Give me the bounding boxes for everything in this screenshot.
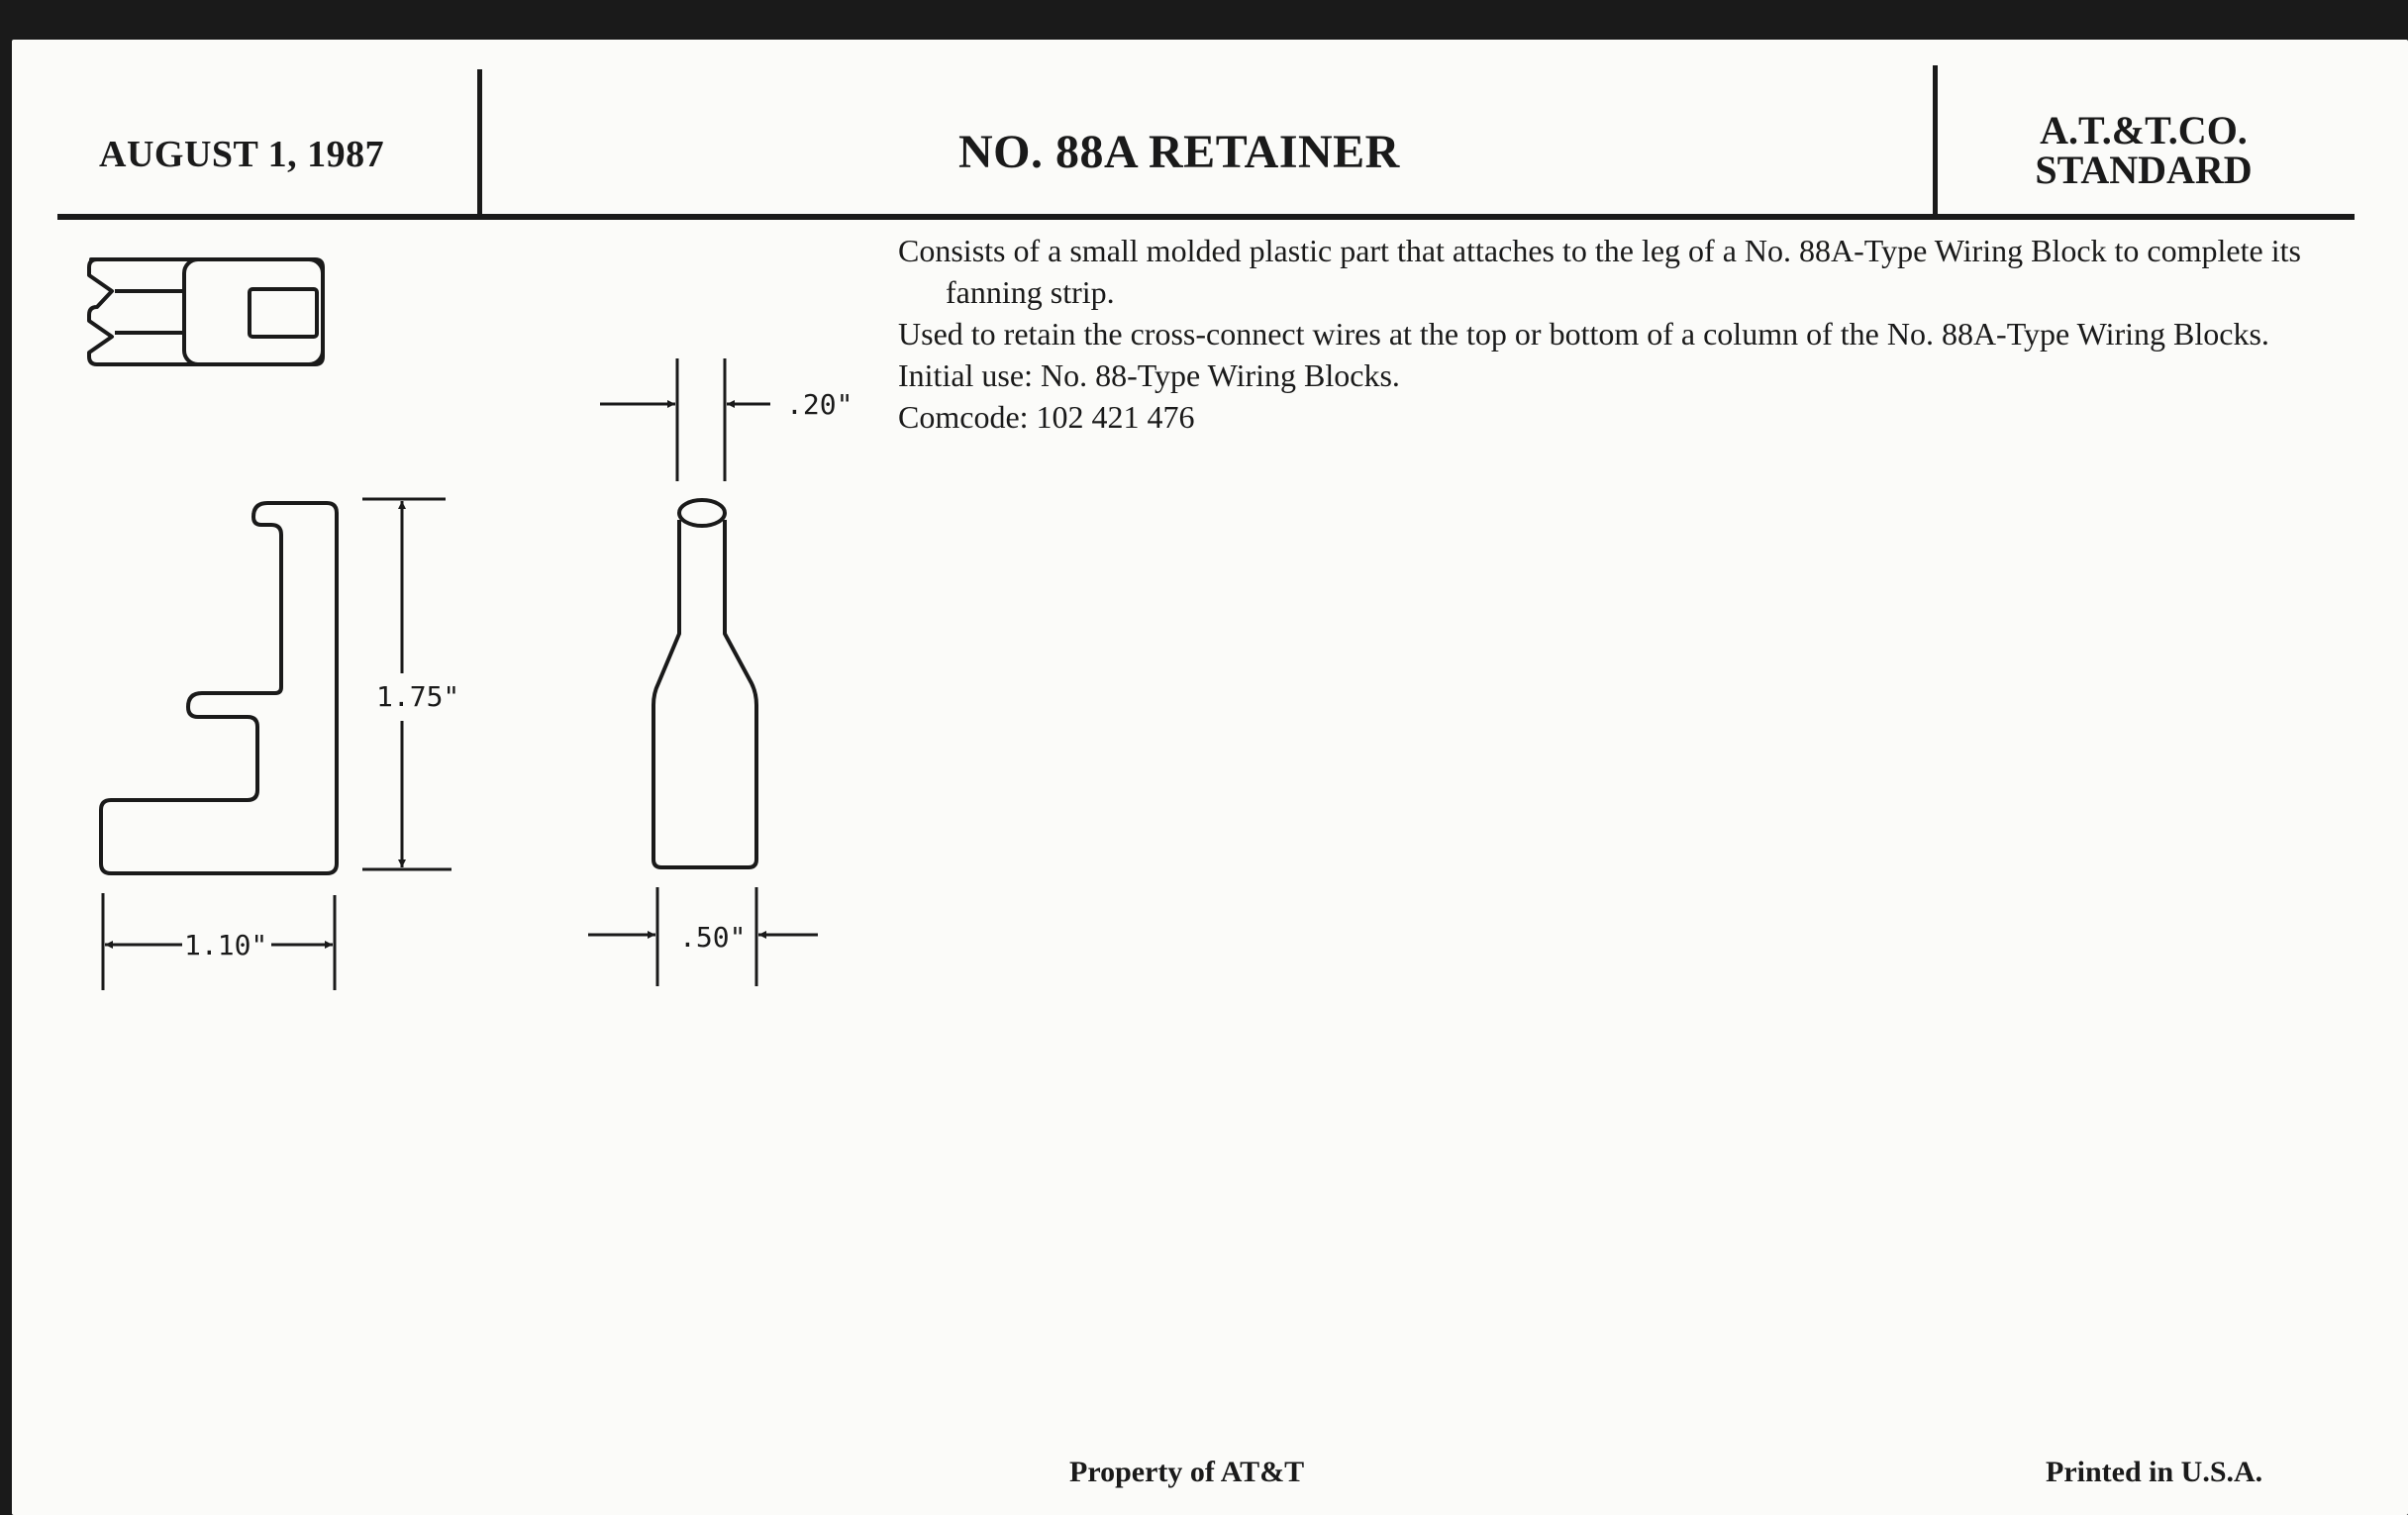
description-paragraph: Consists of a small molded plastic part that attaches to the leg of a No. 88A-Type Wiring Block to complete its fanning strip. xyxy=(898,233,2301,310)
side-view xyxy=(101,503,337,873)
company-standard xyxy=(1980,108,2307,192)
retainer-drawing xyxy=(0,0,891,1050)
bottom-thickness-label: .50" xyxy=(679,921,747,954)
standard-label: STANDARD xyxy=(2035,148,2253,192)
description xyxy=(898,230,2309,438)
height-dimension-label: 1.75" xyxy=(376,680,460,713)
width-dimension-label: 1.10" xyxy=(184,929,268,961)
front-view xyxy=(653,500,756,867)
top-thickness-dimension xyxy=(600,358,770,481)
initial-use: Initial use: No. 88-Type Wiring Blocks. xyxy=(898,357,1400,393)
comcode: Comcode: 102 421 476 xyxy=(898,399,1195,435)
plan-view xyxy=(89,259,323,364)
header-divider-right xyxy=(1933,65,1938,216)
property-notice: Property of AT&T xyxy=(1069,1456,1305,1488)
description-paragraph: Used to retain the cross-connect wires at the top or bottom of a column of the No. 88A-Type Wiring Blocks. xyxy=(898,316,2269,352)
page-title: NO. 88A RETAINER xyxy=(958,126,1400,178)
company-name: A.T.&T.CO. xyxy=(2040,108,2248,152)
top-thickness-label: .20" xyxy=(786,388,853,421)
issue-date: AUGUST 1, 1987 xyxy=(99,134,385,175)
printed-notice: Printed in U.S.A. xyxy=(2046,1456,2263,1488)
